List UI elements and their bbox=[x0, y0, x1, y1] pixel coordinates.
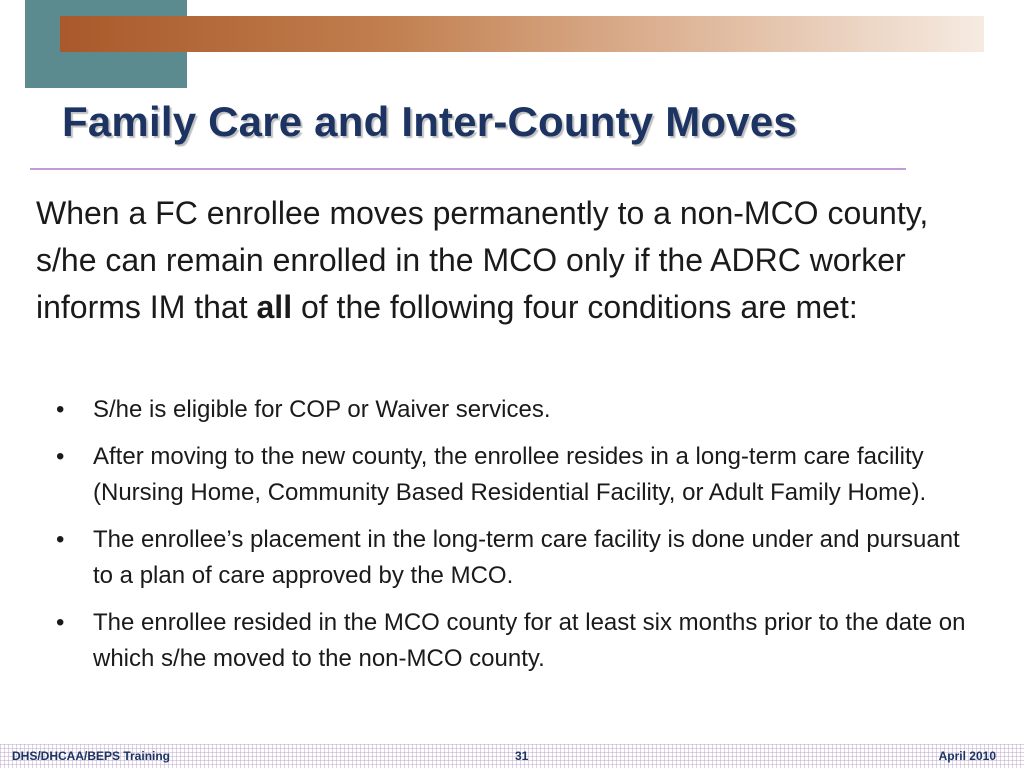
list-item bbox=[56, 522, 976, 594]
decorative-gradient-bar bbox=[60, 16, 984, 52]
list-item-text: After moving to the new county, the enrollee resides in a long-term care facility (Nursing Home, Community Based Residential Facility, or Adult Family Home). bbox=[93, 443, 927, 506]
footer-page-number: 31 bbox=[515, 749, 529, 763]
slide-title: Family Care and Inter-County Moves bbox=[62, 98, 797, 145]
bullet-icon: • bbox=[56, 526, 65, 553]
footer-date: April 2010 bbox=[938, 749, 996, 763]
intro-text-part2: of the following four conditions are met: bbox=[292, 289, 858, 325]
list-item-text: The enrollee resided in the MCO county for at least six months prior to the date on which s/he moved to the non-MCO county. bbox=[93, 609, 966, 672]
list-item-text: The enrollee’s placement in the long-term care facility is done under and pursuant to a plan of care approved by the MCO. bbox=[93, 526, 960, 589]
conditions-list bbox=[56, 392, 976, 688]
list-item bbox=[56, 392, 976, 428]
intro-paragraph bbox=[36, 190, 966, 331]
intro-text-part1: When a FC enrollee moves permanently to a non-MCO county, s/he can remain enrolled in the MCO only if the ADRC worker informs IM that bbox=[36, 195, 929, 325]
bullet-icon: • bbox=[56, 609, 65, 636]
bullet-icon: • bbox=[56, 443, 65, 470]
list-item bbox=[56, 439, 976, 511]
footer-organization: DHS/DHCAA/BEPS Training bbox=[12, 749, 171, 763]
slide-footer bbox=[0, 744, 1024, 768]
title-divider bbox=[30, 168, 906, 170]
list-item-text: S/he is eligible for COP or Waiver services. bbox=[93, 396, 551, 423]
list-item bbox=[56, 605, 976, 677]
bullet-icon: • bbox=[56, 396, 65, 423]
intro-emphasis: all bbox=[256, 289, 293, 325]
